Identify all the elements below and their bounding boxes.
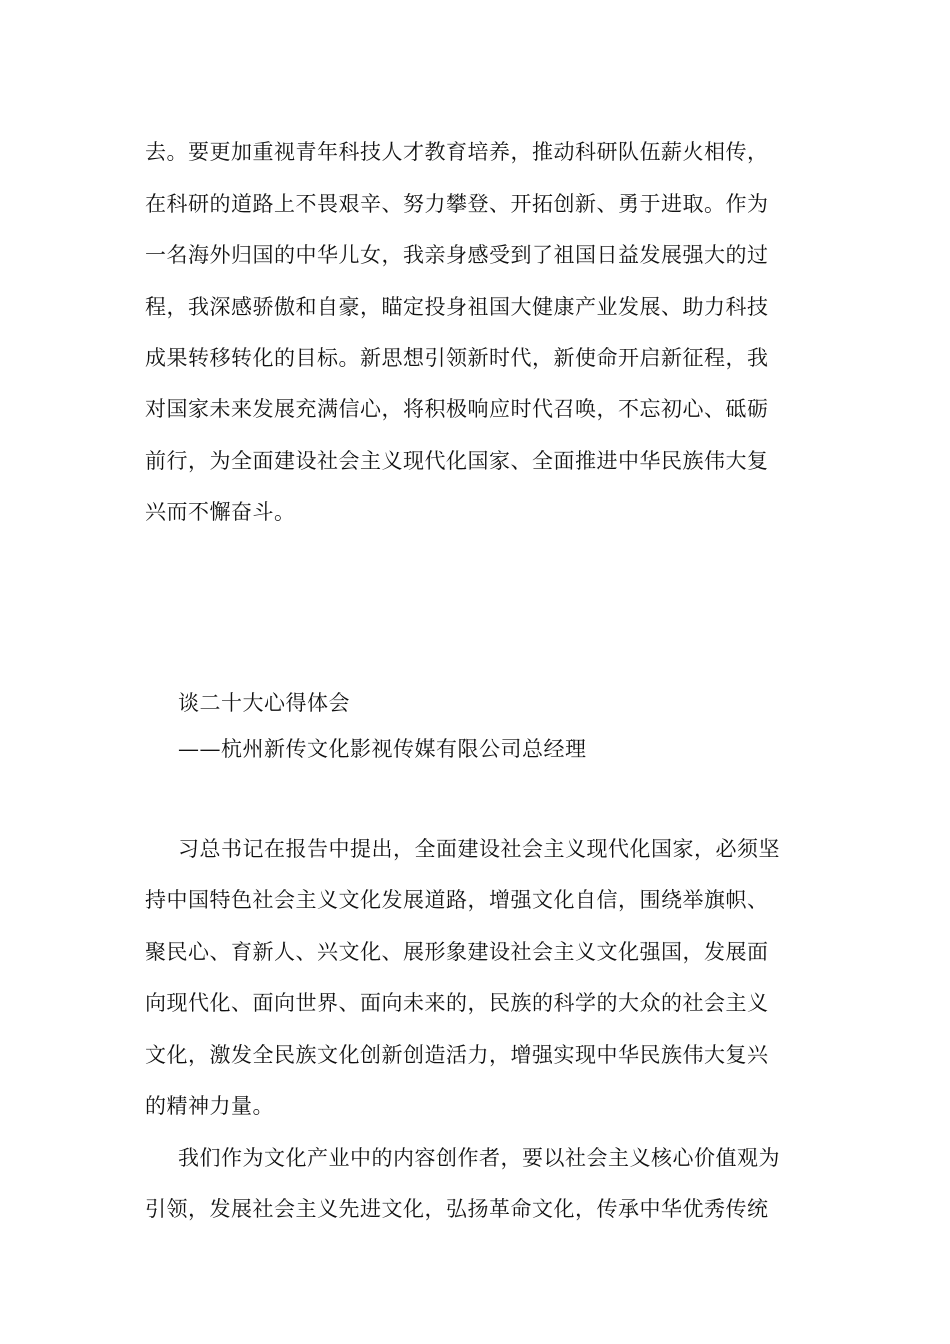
text-line: 我们作为文化产业中的内容创作者，要以社会主义核心价值观为: [178, 1146, 780, 1170]
text-line: 在科研的道路上不畏艰辛、努力攀登、开拓创新、勇于进取。作为: [145, 192, 769, 216]
section-subtitle: ——杭州新传文化影视传媒有限公司总经理: [178, 737, 587, 761]
text-line: 引领，发展社会主义先进文化，弘扬革命文化，传承中华优秀传统: [145, 1197, 769, 1221]
text-line: 的精神力量。: [145, 1094, 274, 1118]
section-title: 谈二十大心得体会: [178, 691, 350, 715]
text-line: 文化，激发全民族文化创新创造活力，增强实现中华民族伟大复兴: [145, 1043, 769, 1067]
text-line: 聚民心、育新人、兴文化、展形象建设社会主义文化强国，发展面: [145, 940, 769, 964]
text-line: 成果转移转化的目标。新思想引领新时代，新使命开启新征程，我: [145, 346, 769, 370]
text-line: 习总书记在报告中提出，全面建设社会主义现代化国家，必须坚: [178, 837, 780, 861]
text-line: 兴而不懈奋斗。: [145, 500, 296, 524]
text-line: 前行，为全面建设社会主义现代化国家、全面推进中华民族伟大复: [145, 449, 769, 473]
text-line: 向现代化、面向世界、面向未来的，民族的科学的大众的社会主义: [145, 991, 769, 1015]
text-line: 程，我深感骄傲和自豪，瞄定投身祖国大健康产业发展、助力科技: [145, 295, 769, 319]
text-line: 去。要更加重视青年科技人才教育培养，推动科研队伍薪火相传，: [145, 140, 769, 164]
text-line: 持中国特色社会主义文化发展道路，增强文化自信，围绕举旗帜、: [145, 888, 769, 912]
text-line: 一名海外归国的中华儿女，我亲身感受到了祖国日益发展强大的过: [145, 243, 769, 267]
text-line: 对国家未来发展充满信心，将积极响应时代召唤，不忘初心、砥砺: [145, 397, 769, 421]
